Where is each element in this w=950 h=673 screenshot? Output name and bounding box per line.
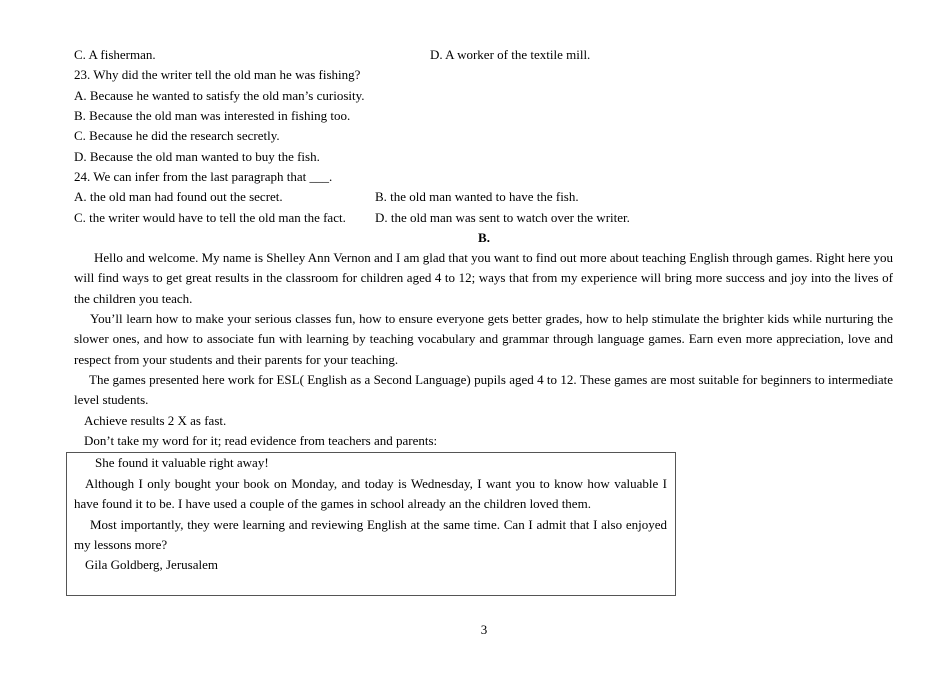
q22-option-c: C. A fisherman. <box>74 47 156 62</box>
testimonial-signature: Gila Goldberg, Jerusalem <box>85 557 218 572</box>
q24-option-c: C. the writer would have to tell the old man the fact. <box>74 210 346 225</box>
testimonial-box <box>66 452 676 596</box>
q24-option-b: B. the old man wanted to have the fish. <box>375 189 579 204</box>
q24-option-d: D. the old man was sent to watch over the writer. <box>375 210 630 225</box>
section-b-paragraph-2: You’ll learn how to make your serious classes fun, how to ensure everyone gets better grades, how to help stimulate the brighter kids while nurturing the slower ones, and how to associate fun with learning by teaching vocabulary and grammar through language games. Earn even more appreciation, love and respect from your students and their parents for your teaching. <box>74 311 893 367</box>
section-b-heading: B. <box>478 230 490 245</box>
section-b-line-achieve: Achieve results 2 X as fast. <box>84 413 227 428</box>
page-number: 3 <box>480 622 488 637</box>
testimonial-paragraph-2: Most importantly, they were learning and reviewing English at the same time. Can I admit that I also enjoyed my lessons more? <box>74 517 667 553</box>
q23-option-a: A. Because he wanted to satisfy the old man’s curiosity. <box>74 88 365 103</box>
section-b-line-evidence: Don’t take my word for it; read evidence from teachers and parents: <box>84 433 438 448</box>
q23-option-c: C. Because he did the research secretly. <box>74 128 280 143</box>
section-b-paragraph-1: Hello and welcome. My name is Shelley Ann Vernon and I am glad that you want to find out more about teaching English through games. Right here you will find ways to get great results in the classroom for children aged 4 to 12; ways that from my experience will bring more success and joy into the lives of the children you teach. <box>74 250 893 306</box>
q22-option-d: D. A worker of the textile mill. <box>430 47 591 62</box>
section-b-paragraph-3: The games presented here work for ESL( English as a Second Language) pupils aged 4 to 12. These games are most suitable for beginners to intermediate level students. <box>74 372 893 408</box>
q24-question: 24. We can infer from the last paragraph that ___. <box>74 169 333 184</box>
q23-question: 23. Why did the writer tell the old man he was fishing? <box>74 67 361 82</box>
q23-option-d: D. Because the old man wanted to buy the fish. <box>74 149 320 164</box>
q23-option-b: B. Because the old man was interested in fishing too. <box>74 108 351 123</box>
testimonial-paragraph-1: Although I only bought your book on Monday, and today is Wednesday, I want you to know how valuable I have found it to be. I have used a couple of the games in school already an the children loved them. <box>74 476 667 512</box>
testimonial-title: She found it valuable right away! <box>95 455 269 470</box>
q24-option-a: A. the old man had found out the secret. <box>74 189 283 204</box>
